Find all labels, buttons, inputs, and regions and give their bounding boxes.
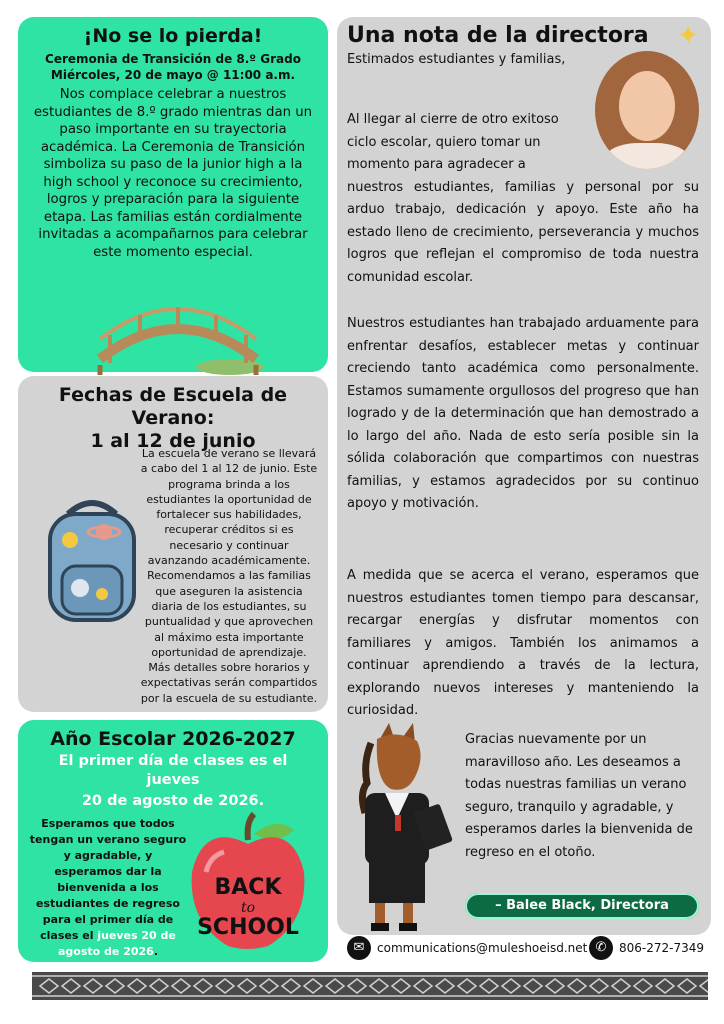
note-paragraph-1-rest: nuestros estudiantes, familias y personal por su arduo trabajo, dedicación y apoyo. Este año ha estado lleno de crecimiento, perseverancia y muchos logros que reflejan el compromiso de toda nuestra comunidad escolar. (347, 179, 699, 285)
apple-text-school: SCHOOL (197, 915, 299, 940)
school-year-body (28, 816, 188, 960)
contact-phone[interactable]: 806-272-7349 (619, 941, 705, 955)
note-paragraph-1 (347, 109, 699, 289)
school-year-title: Año Escolar 2026-2027 (50, 728, 296, 750)
backpack-illustration (40, 496, 144, 624)
school-year-body-end: . (153, 945, 158, 958)
summer-school-dates: 1 al 12 de junio (90, 430, 256, 452)
summer-school-title: Fechas de Escuela de Verano: (58, 384, 288, 429)
ceremony-title: ¡No se lo pierda! (83, 25, 263, 47)
apple-text-to: to (240, 900, 256, 916)
note-title: Una nota de la directora (347, 23, 649, 48)
sparkle-icon: ✦ (677, 21, 699, 51)
note-paragraph-3: A medida que se acerca el verano, esperamos que nuestros estudiantes tomen tiempo para descansar, recargar energías y disfrutar momentos con familiares y amigos. También los animamos a continuar aprendiendo a través de la lectura, explorando nuevos intereses y manteniendo la curiosidad. (347, 568, 699, 718)
phone-icon: ✆ (589, 936, 613, 960)
summer-school-body: La escuela de verano se llevará a cabo del 1 al 12 de junio. Este programa brinda a los estudiantes la oportunidad de fortalecer sus habilidades, recuperar créditos si es necesario y continuar avanzando académicamente. Recomendamos a las familias que aseguren la asistencia diaria de los estudiantes, su puntualidad y que aprovechen al máximo esta importante oportunidad de aprendizaje. Más detalles sobre horarios y expectativas serán compartidos por la escuela de su estudiante. (140, 447, 318, 705)
director-note-card (337, 17, 711, 935)
first-day-line2: 20 de agosto de 2026. (81, 793, 265, 809)
note-paragraph-2: Nuestros estudiantes han trabajado arduamente para enfrentar desafíos, establecer metas y continuar creciendo tanto académica como personalmente. Estamos sumamente orgullosos del progreso que han logrado y de la determinación que han demostrado a lo largo del año. Nada de esto sería posible sin la sólida colaboración que compartimos con nuestras familias, y estamos agradecidos por su continuo apoyo y motivación. (347, 316, 699, 511)
first-day-line1: El primer día de clases es el jueves (58, 753, 288, 788)
decorative-pattern-band (32, 972, 708, 1000)
bridge-illustration (90, 279, 266, 379)
mule-mascot-illustration (341, 723, 459, 935)
apple-text-back: BACK (214, 875, 282, 900)
note-greeting: Estimados estudiantes y familias, (347, 52, 566, 67)
school-year-body-text: Esperamos que todos tengan un verano seguro y agradable, y esperamos dar la bienvenida a los estudiantes de regreso para el primer día de clases el (29, 817, 187, 942)
school-year-card (18, 720, 328, 962)
summer-school-card (18, 376, 328, 712)
first-day-highlight: jueves 20 de agosto de 2026 (57, 929, 176, 958)
ceremony-body: Nos complace celebrar a nuestros estudiantes de 8.º grado mientras dan un paso importante en su trayectoria académica. La Ceremonia de Transición simboliza su paso de la junior high a la high school y reconoce su crecimiento, logros y preparación para la siguiente etapa. Las familias están cordialmente invitadas a acompañarnos para celebrar este momento especial. (33, 87, 313, 260)
ceremony-date: Miércoles, 20 de mayo @ 11:00 a.m. (50, 68, 296, 82)
note-paragraph-1-start: Al llegar al cierre de otro exitoso ciclo escolar, quiero tomar un momento para agradecer a (347, 112, 559, 172)
contact-email[interactable]: communications@muleshoeisd.net (377, 941, 588, 955)
note-paragraph-4: Gracias nuevamente por un maravilloso año. Les deseamos a todas nuestras familias un verano seguro, tranquilo y agradable, y esperamos darles la bienvenida de regreso en el otoño. (465, 732, 693, 860)
signature-banner: – Balee Black, Directora (465, 893, 699, 919)
envelope-icon: ✉ (347, 936, 371, 960)
ceremony-subtitle: Ceremonia de Transición de 8.º Grado (45, 52, 301, 66)
ceremony-card (18, 17, 328, 372)
contact-bar (343, 936, 713, 964)
apple-illustration (184, 812, 314, 952)
